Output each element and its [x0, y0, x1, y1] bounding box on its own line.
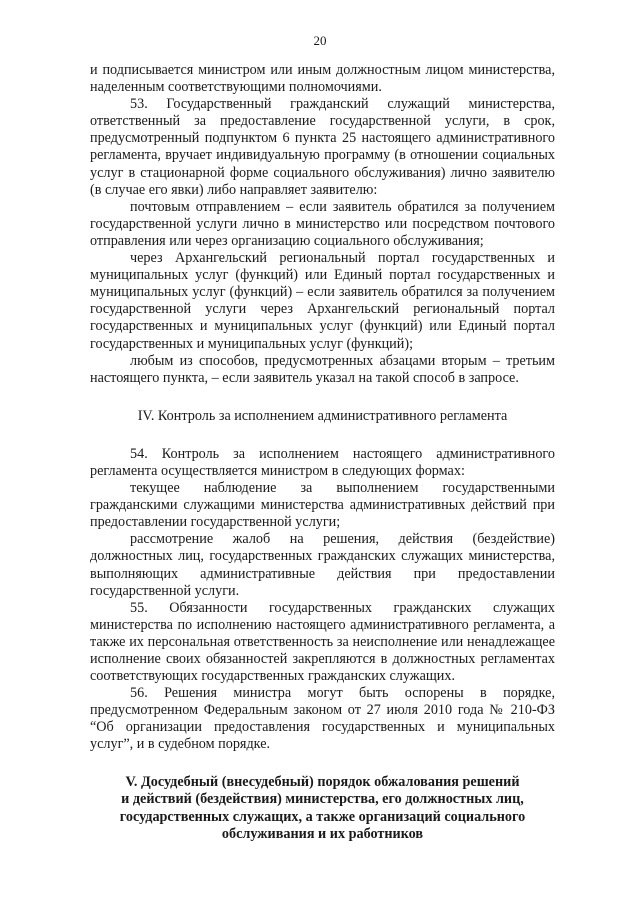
section-5-title-line: государственных служащих, а также организаций социального: [119, 808, 526, 825]
paragraph-55: 55. Обязанности государственных гражданских служащих министерства по исполнению настоящего административного регламента, а также их персональная ответственность за неисполнение или ненадлежащее исполнение своих обязанностей закрепляются в должностных регламентах соответствующих государственных гражданских служащих.: [90, 599, 555, 685]
section-5-title: [90, 774, 555, 844]
document-body: [90, 62, 555, 844]
section-5-title-line: V. Досудебный (внесудебный) порядок обжалования решений: [125, 773, 520, 790]
paragraph-53: 53. Государственный гражданский служащий министерства, ответственный за предоставление государственной услуги, в срок, предусмотренный подпунктом 6 пункта 25 настоящего административного регламента, вручает индивидуальную программу (в отношении социальных услуг в стационарной форме социального обслуживания) лично заявителю (в случае его явки) либо направляет заявителю:: [90, 96, 555, 198]
paragraph-continuation: и подписывается министром или иным должностным лицом министерства, наделенным соответствующими полномочиями.: [90, 62, 555, 96]
page-number: 20: [313, 33, 327, 48]
paragraph-54-current-monitoring: текущее наблюдение за выполнением государственными гражданскими служащими министерства административных действий при предоставлении государственной услуги;: [90, 480, 555, 531]
section-5-title-line: обслуживания и их работников: [221, 826, 424, 843]
paragraph-54: 54. Контроль за исполнением настоящего административного регламента осуществляется министром в следующих формах:: [90, 445, 555, 479]
paragraph-53-any-method: любым из способов, предусмотренных абзацами вторым – третьим настоящего пункта, – если заявитель указал на такой способ в запросе.: [90, 352, 555, 386]
paragraph-53-postal: почтовым отправлением – если заявитель обратился за получением государственной услуги лично в министерство или посредством почтового отправления или через организацию социального обслуживания;: [90, 198, 555, 249]
paragraph-56: 56. Решения министра могут быть оспорены в порядке, предусмотренном Федеральным законом от 27 июля 2010 года № 210-ФЗ “Об организации предоставления государственных и муниципальных услуг”, и в судебном порядке.: [90, 685, 555, 753]
section-4-title: IV. Контроль за исполнением административного регламента: [137, 407, 508, 424]
paragraph-53-portal: через Архангельский региональный портал государственных и муниципальных услуг (функций) или Единый портал государственных и муниципальных услуг (функций) – если заявитель обратился за получением государственной услуги через Архангельский региональный портал государственных и муниципальных услуг (функций) или Единый портал государственных и муниципальных услуг (функций);: [90, 250, 555, 352]
section-5-title-line: и действий (бездействия) министерства, его должностных лиц,: [121, 791, 524, 808]
paragraph-54-complaints: рассмотрение жалоб на решения, действия (бездействие) должностных лиц, государственных гражданских служащих министерства, выполняющих административные действия при предоставлении государственной услуги.: [90, 531, 555, 599]
